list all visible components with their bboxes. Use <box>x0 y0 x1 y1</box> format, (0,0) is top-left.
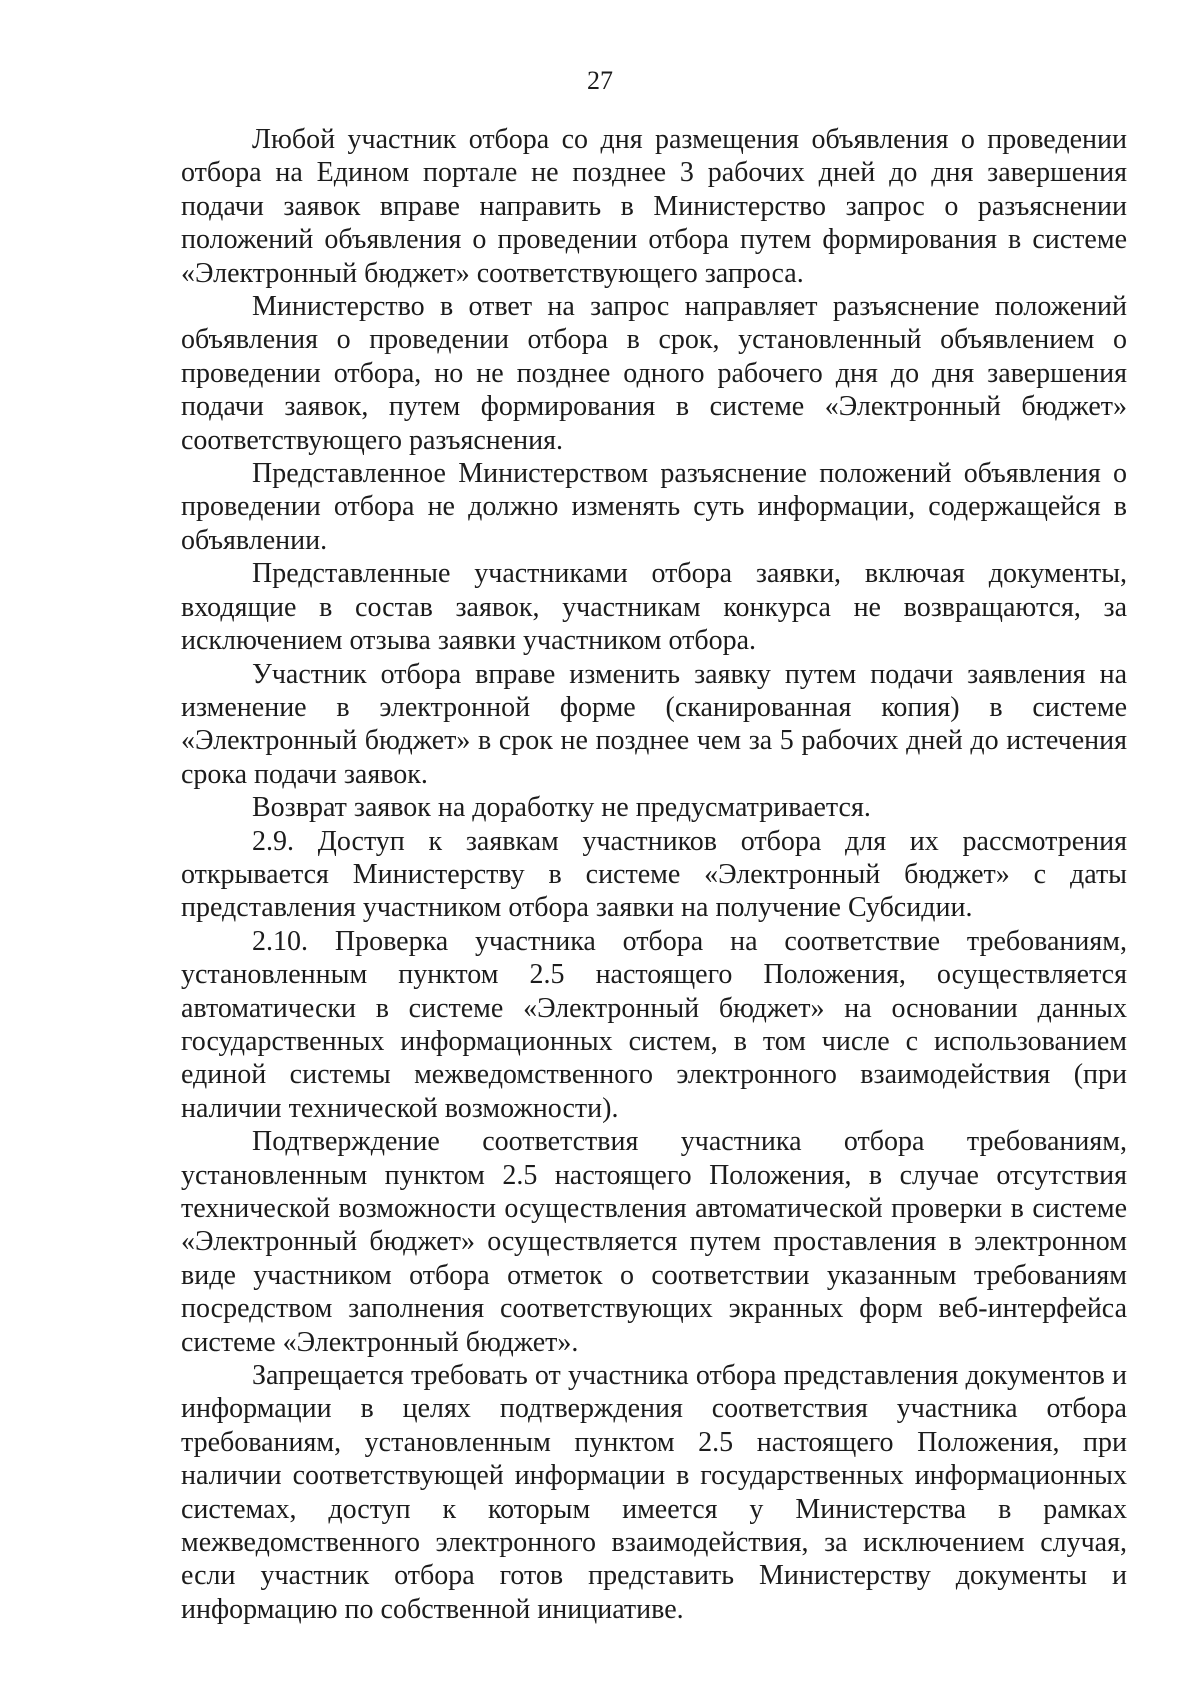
paragraph-ministry-response: Министерство в ответ на запрос направляет разъяснение положений объявления о проведении отбора в срок, установленный объявлением о проведении отбора, но не позднее одного рабочего дня до дня завершения подачи заявок, путем формирования в системе «Электронный бюджет» соответствующего разъяснения. <box>181 291 1127 456</box>
document-body <box>181 123 1127 1626</box>
paragraph-prohibition: Запрещается требовать от участника отбора представления документов и информации в целях подтверждения соответствия участника отбора требованиям, установленным пунктом 2.5 настоящего Положения, при наличии соответствующей информации в государственных информационных системах, доступ к которым имеется у Министерства в рамках межведомственного электронного взаимодействия, за исключением случая, если участник отбора готов представить Министерству документы и информацию по собственной инициативе. <box>181 1360 1127 1625</box>
page-number: 27 <box>587 66 613 95</box>
paragraph-section-2-9: 2.9. Доступ к заявкам участников отбора для их рассмотрения открывается Министерству в системе «Электронный бюджет» с даты представления участником отбора заявки на получение Субсидии. <box>181 825 1127 924</box>
paragraph-application-change: Участник отбора вправе изменить заявку путем подачи заявления на изменение в электронной форме (сканированная копия) в системе «Электронный бюджет» в срок не позднее чем за 5 рабочих дней до истечения срока подачи заявок. <box>181 658 1127 790</box>
paragraph-clarification-content: Представленное Министерством разъяснение положений объявления о проведении отбора не должно изменять суть информации, содержащейся в объявлении. <box>181 458 1127 556</box>
paragraph-applications-not-returned: Представленные участниками отбора заявки, включая документы, входящие в состав заявок, участникам конкурса не возвращаются, за исключением отзыва заявки участником отбора. <box>181 558 1127 657</box>
paragraph-no-revision: Возврат заявок на доработку не предусматривается. <box>252 792 871 824</box>
paragraph-clarification-request: Любой участник отбора со дня размещения объявления о проведении отбора на Едином портале не позднее 3 рабочих дней до дня завершения подачи заявок вправе направить в Министерство запрос о разъяснении положений объявления о проведении отбора путем формирования в системе «Электронный бюджет» соответствующего запроса. <box>181 124 1127 289</box>
paragraph-section-2-10: 2.10. Проверка участника отбора на соответствие требованиям, установленным пунктом 2.5 настоящего Положения, осуществляется автоматически в системе «Электронный бюджет» на основании данных государственных информационных систем, в том числе с использованием единой системы межведомственного электронного взаимодействия (при наличии технической возможности). <box>181 925 1127 1124</box>
paragraph-compliance-confirmation: Подтверждение соответствия участника отбора требованиям, установленным пунктом 2.5 настоящего Положения, в случае отсутствия технической возможности осуществления автоматической проверки в системе «Электронный бюджет» осуществляется путем проставления в электронном виде участником отбора отметок о соответствии указанным требованиям посредством заполнения соответствующих экранных форм веб-интерфейса системе «Электронный бюджет». <box>181 1126 1127 1358</box>
